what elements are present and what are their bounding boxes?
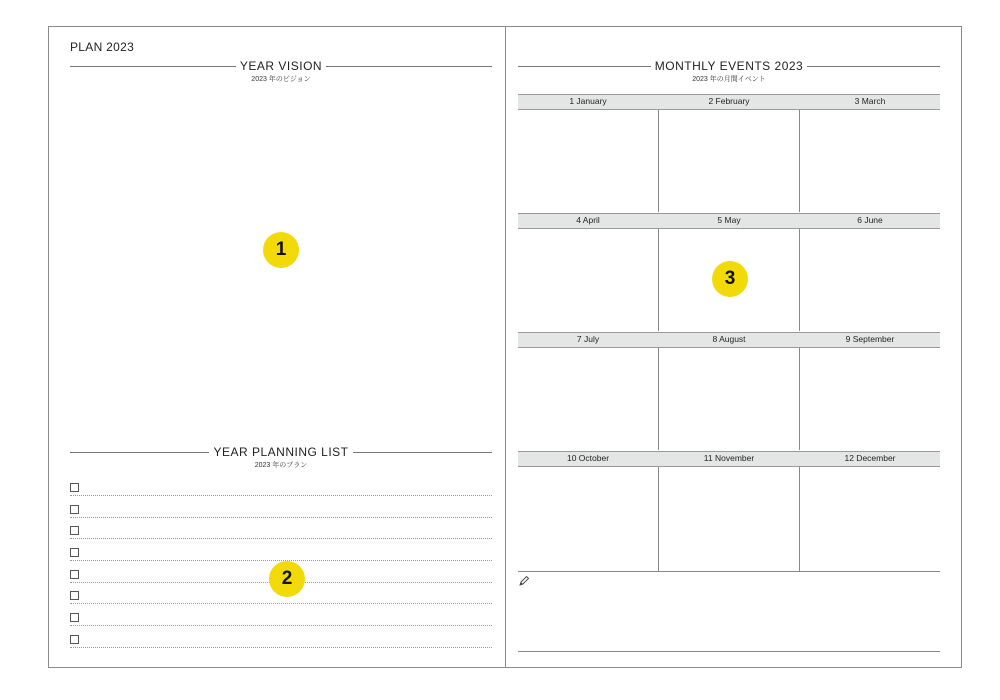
checkbox[interactable] [70, 635, 79, 644]
checklist-row [70, 630, 492, 652]
month-row [518, 451, 940, 571]
month-label-january: 1 January [569, 96, 607, 106]
column-divider [799, 467, 800, 571]
month-label-may: 5 May [717, 215, 741, 225]
column-divider [799, 110, 800, 212]
checkbox[interactable] [70, 591, 79, 600]
page-spine [505, 26, 506, 668]
month-label-february: 2 February [708, 96, 750, 106]
year-planning-header [70, 444, 492, 472]
year-planning-title: YEAR PLANNING LIST [209, 445, 352, 459]
column-divider [658, 467, 659, 571]
badge-three: 3 [712, 261, 748, 297]
checklist-row [70, 521, 492, 543]
month-label-april: 4 April [576, 215, 600, 225]
checkbox[interactable] [70, 613, 79, 622]
checkbox[interactable] [70, 526, 79, 535]
checkbox[interactable] [70, 570, 79, 579]
dotted-line [70, 495, 492, 496]
column-divider [658, 110, 659, 212]
month-label-december: 12 December [844, 453, 896, 463]
year-vision-subtitle: 2023 年のビジョン [251, 76, 311, 83]
column-divider [799, 348, 800, 450]
notes-top-rule [518, 571, 940, 572]
dotted-line [70, 603, 492, 604]
month-label-june: 6 June [857, 215, 883, 225]
month-row [518, 332, 940, 450]
month-label-september: 9 September [845, 334, 895, 344]
checkbox[interactable] [70, 505, 79, 514]
dotted-line [70, 517, 492, 518]
column-divider [658, 229, 659, 331]
month-label-july: 7 July [576, 334, 600, 344]
dotted-line [70, 625, 492, 626]
dotted-line [70, 647, 492, 648]
year-vision-title: YEAR VISION [236, 59, 326, 73]
month-label-october: 10 October [566, 453, 610, 463]
badge-two: 2 [269, 561, 305, 597]
checklist-row [70, 608, 492, 630]
plan-label: PLAN 2023 [70, 40, 135, 54]
monthly-events-subtitle: 2023 年の月間イベント [692, 76, 766, 83]
year-planning-subtitle: 2023 年のプラン [254, 462, 308, 469]
column-divider [658, 348, 659, 450]
month-label-august: 8 August [712, 334, 746, 344]
pencil-icon [518, 575, 530, 587]
monthly-events-header [518, 58, 940, 86]
notes-bottom-rule [518, 651, 940, 652]
badge-one: 1 [263, 232, 299, 268]
dotted-line [70, 538, 492, 539]
year-vision-header [70, 58, 492, 86]
monthly-events-title: MONTHLY EVENTS 2023 [651, 59, 807, 73]
month-row [518, 94, 940, 212]
month-label-november: 11 November [703, 453, 755, 463]
checklist-row [70, 500, 492, 522]
checkbox[interactable] [70, 548, 79, 557]
checkbox[interactable] [70, 483, 79, 492]
column-divider [799, 229, 800, 331]
checklist-row [70, 478, 492, 500]
month-label-march: 3 March [854, 96, 886, 106]
